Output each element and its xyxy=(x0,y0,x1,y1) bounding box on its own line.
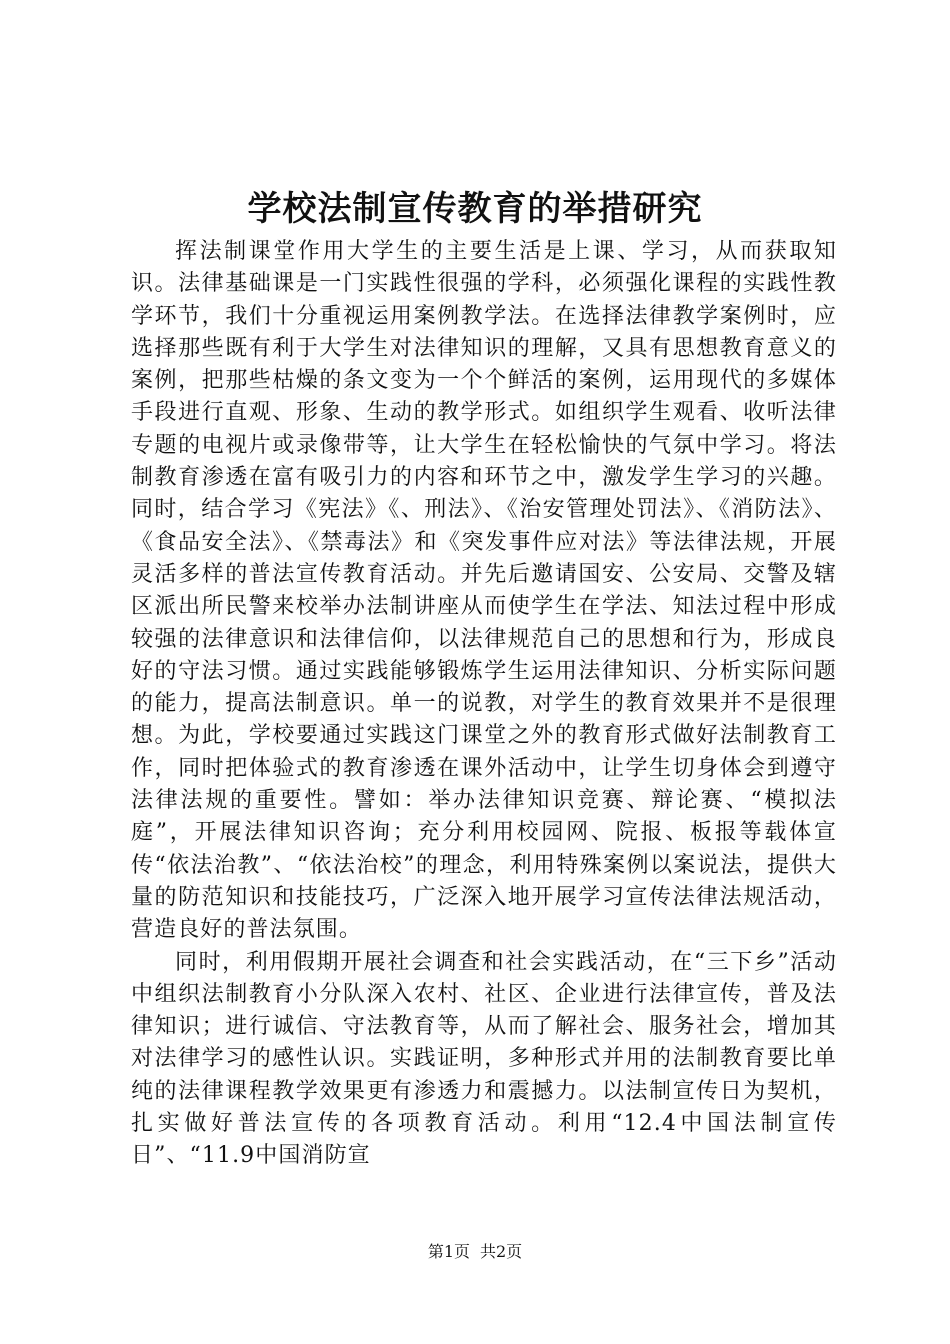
body-paragraph-1: 挥法制课堂作用大学生的主要生活是上课、学习，从而获取知识。法律基础课是一门实践性很强的学科，必须强化课程的实践性教学环节，我们十分重视运用案例教学法。在选择法律教学案例时，应选择那些既有利于大学生对法律知识的理解，又具有思想教育意义的案例，把那些枯燥的条文变为一个个鲜活的案例，运用现代的多媒体手段进行直观、形象、生动的教学形式。如组织学生观看、收听法律专题的电视片或录像带等，让大学生在轻松愉快的气氛中学习。将法制教育渗透在富有吸引力的内容和环节之中，激发学生学习的兴趣。同时，结合学习《宪法》《、刑法》、《治安管理处罚法》、《消防法》、《食品安全法》、《禁毒法》和《突发事件应对法》等法律法规，开展灵活多样的普法宣传教育活动。并先后邀请国安、公安局、交警及辖区派出所民警来校举办法制讲座从而使学生在学法、知法过程中形成较强的法律意识和法律信仰，以法律规范自己的思想和行为，形成良好的守法习惯。通过实践能够锻炼学生运用法律知识、分析实际问题的能力，提高法制意识。单一的说教，对学生的教育效果并不是很理想。为此，学校要通过实践这门课堂之外的教育形式做好法制教育工作，同时把体验式的教育渗透在课外活动中，让学生切身体会到遵守法律法规的重要性。譬如：举办法律知识竞赛、辩论赛、“模拟法庭”，开展法律知识咨询；充分利用校园网、院报、板报等载体宣传“依法治教”、“依法治校”的理念，利用特殊案例以案说法，提供大量的防范知识和技能技巧，广泛深入地开展学习宣传法律法规活动，营造良好的普法氛围。 xyxy=(131,239,837,943)
body-paragraph-2: 同时，利用假期开展社会调查和社会实践活动，在“三下乡”活动中组织法制教育小分队深入农村、社区、企业进行法律宣传，普及法律知识；进行诚信、守法教育等，从而了解社会、服务社会，增加其对法律学习的感性认识。实践证明，多种形式并用的法制教育要比单纯的法律课程教学效果更有渗透力和震撼力。以法制宣传日为契机，扎实做好普法宣传的各项教育活动。利用“12.4中国法制宣传日”、“11.9中国消防宣 xyxy=(131,949,837,1169)
document-title: 学校法制宣传教育的举措研究 xyxy=(247,189,703,229)
page-footer xyxy=(0,1240,950,1264)
page-total: 共2页 xyxy=(480,1242,523,1261)
page-number: 第1页 xyxy=(427,1242,470,1261)
document-body xyxy=(131,236,837,1173)
